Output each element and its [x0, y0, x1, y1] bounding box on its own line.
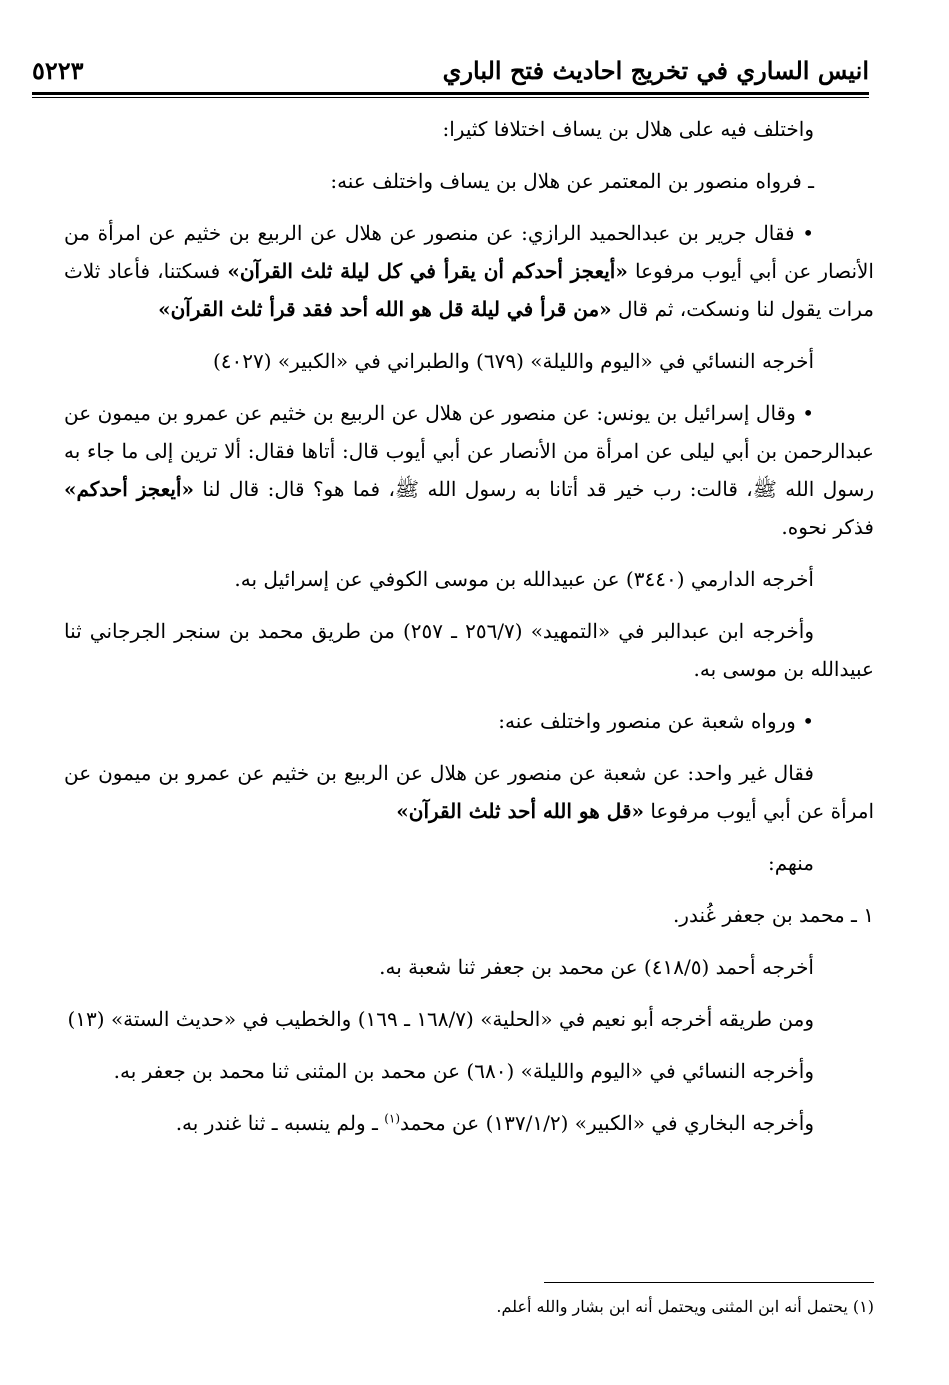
- page-number: ٥٢٢٣: [32, 56, 84, 85]
- hadith-quote-1: «أيعجز أحدكم أن يقرأ في كل ليلة ثلث القرآن»: [227, 259, 628, 283]
- body-text: [64, 110, 874, 1156]
- paragraph-2: ـ فرواه منصور بن المعتمر عن هلال بن يساف واختلف عنه:: [330, 169, 814, 193]
- paragraph-10: منهم:: [767, 851, 814, 875]
- footnote-reference: (١): [384, 1111, 401, 1126]
- paragraph-13: ومن طريقه أخرجه أبو نعيم في «الحلية» (١٦٨/٧ ـ ١٦٩) والخطيب في «حديث الستة» (١٣): [67, 1007, 814, 1031]
- paragraph-9: [64, 754, 874, 830]
- paragraph-4: أخرجه النسائي في «اليوم والليلة» (٦٧٩) والطبراني في «الكبير» (٤٠٢٧): [212, 349, 814, 373]
- footnote-marker: (١): [852, 1297, 874, 1316]
- paragraph-7: وأخرجه ابن عبدالبر في «التمهيد» (٢٥٦/٧ ـ ٢٥٧) من طريق محمد بن سنجر الجرجاني ثنا عبيدالله بن موسى به.: [64, 619, 874, 681]
- page-header: [32, 52, 869, 88]
- footnote: [74, 1294, 874, 1320]
- paragraph-8: • ورواه شعبة عن منصور واختلف عنه:: [498, 709, 814, 733]
- paragraph-3-text-a: • فقال جرير بن عبدالحميد الرازي: عن منصور عن هلال عن الربيع بن خثيم عن امرأة من الأنصار عن أبي أيوب مرفوعا: [64, 221, 874, 283]
- paragraph-15: [64, 1104, 874, 1142]
- running-title: انيس الساري في تخريج احاديث فتح الباري: [442, 56, 869, 85]
- footnote-text: يحتمل أنه ابن المثنى ويحتمل أنه ابن بشار والله أعلم.: [496, 1297, 848, 1316]
- paragraph-12: أخرجه أحمد (٤١٨/٥) عن محمد بن جعفر ثنا شعبة به.: [379, 955, 814, 979]
- header-rule-thin: [32, 97, 869, 98]
- header-rule-thick: [32, 92, 869, 95]
- paragraph-6: أخرجه الدارمي (٣٤٤٠) عن عبيدالله بن موسى الكوفي عن إسرائيل به.: [234, 567, 814, 591]
- paragraph-11: ١ ـ محمد بن جعفر غُندر.: [672, 903, 874, 927]
- paragraph-15-text-a: وأخرجه البخاري في «الكبير» (١٣٧/١/٢) عن محمد: [400, 1111, 814, 1135]
- footnote-separator: [544, 1282, 874, 1283]
- paragraph-15-text-b: ـ ولم ينسبه ـ ثنا غندر به.: [175, 1111, 385, 1135]
- hadith-quote-4: «قل هو الله أحد ثلث القرآن»: [396, 799, 644, 823]
- hadith-quote-2: «من قرأ في ليلة قل هو الله أحد فقد قرأ ثلث القرآن»: [158, 297, 612, 321]
- paragraph-1: واختلف فيه على هلال بن يساف اختلافا كثيرا:: [442, 117, 814, 141]
- paragraph-14: وأخرجه النسائي في «اليوم والليلة» (٦٨٠) عن محمد بن المثنى ثنا محمد بن جعفر به.: [113, 1059, 814, 1083]
- paragraph-9-text-a: فقال غير واحد: عن شعبة عن منصور عن هلال عن الربيع بن خثيم عن عمرو بن ميمون عن امرأة عن أبي أيوب مرفوعا: [64, 761, 874, 823]
- hadith-quote-3: «أيعجز أحدكم»: [64, 477, 194, 501]
- paragraph-5: [64, 394, 874, 546]
- paragraph-3-text-c: فسكتنا، فأعاد ثلاث مرات يقول لنا ونسكت، ثم قال: [64, 259, 874, 321]
- paragraph-3: [64, 214, 874, 328]
- paragraph-5-text-a: • وقال إسرائيل بن يونس: عن منصور عن هلال عن الربيع بن خثيم عن عمرو بن ميمون عن عبدالرحمن بن أبي ليلى عن امرأة من الأنصار عن أبي أيوب قال: أتاها فقال: ألا ترين إلى ما جاء به رسول الله ﷺ، قالت: رب خير قد أتانا به رسول الله ﷺ، فما هو؟ قال: قال لنا: [64, 401, 874, 501]
- paragraph-5-text-c: فذكر نحوه.: [781, 515, 874, 539]
